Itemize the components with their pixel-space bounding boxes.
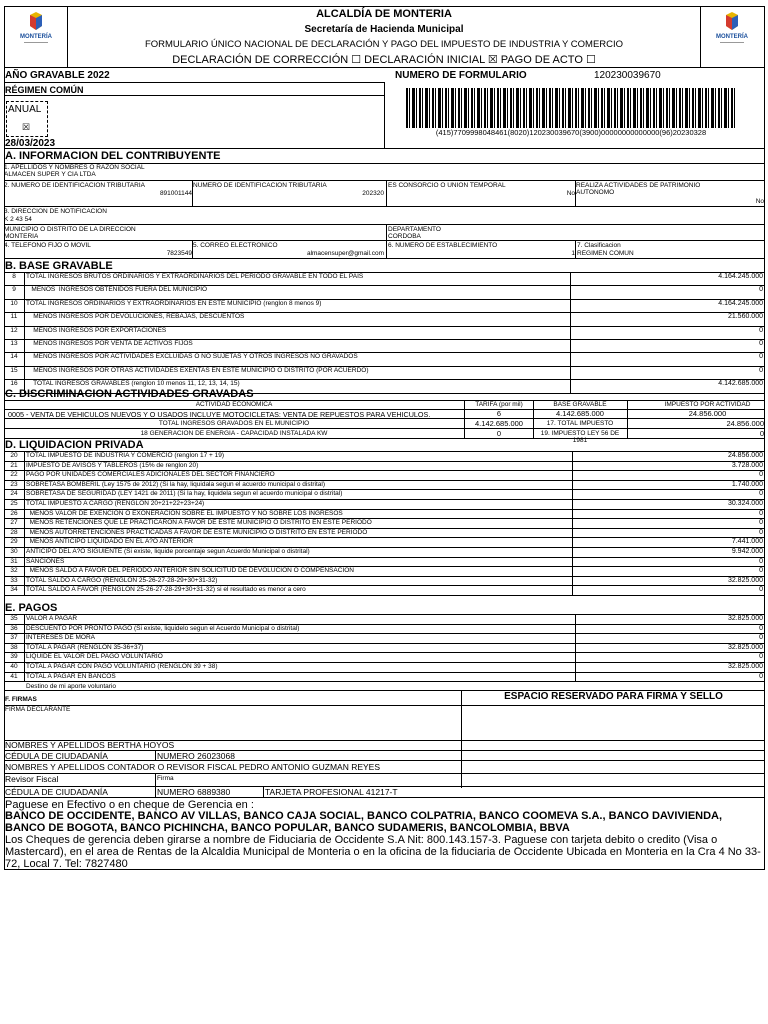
period-label: ANUAL: [8, 104, 42, 115]
section-e-title: E. PAGOS: [5, 602, 58, 614]
sign-reserved: ESPACIO RESERVADO PARA FIRMA Y SELLO: [504, 691, 723, 702]
header-title: ALCALDÍA DE MONTERIA: [316, 8, 452, 20]
form-number: 120230039670: [594, 70, 661, 81]
section-c-title: C. DISCRIMINACION ACTIVIDADES GRAVADAS: [5, 388, 254, 400]
liq-row-value[interactable]: 1.740.000: [731, 480, 763, 488]
header-subtitle: Secretaría de Hacienda Municipal: [304, 24, 464, 35]
city-label: MUNICIPIO O DISTRITO DE LA DIRECCION: [4, 226, 136, 233]
liq-row-label: TOTAL SALDO A FAVOR (RENGLON 25-26-27-28-29+30+31-32) si el resultado es menor a cero: [26, 586, 306, 594]
liq-row-number: 34: [10, 586, 18, 594]
period-checkbox[interactable]: ☒: [22, 122, 31, 132]
accountant-number: NUMERO 6889380: [157, 787, 231, 797]
liq-row-number: 32: [10, 567, 18, 575]
taxpayer-id2: 202320: [362, 190, 384, 197]
base-row-value[interactable]: 0: [759, 340, 763, 347]
liq-row-number: 31: [10, 557, 18, 565]
email-value: almacensuper@gmail.com: [306, 250, 384, 257]
footer-banks: BANCO DE OCCIDENTE, BANCO AV VILLAS, BANCO CAJA SOCIAL, BANCO COLPATRIA, BANCO COOMEVA S.A., BANCO DAVIVIENDA, BANCO DE BOGOTA, BANCO PICHINCHA, BANCO POPULAR, BANCO SUDAMERIS, BANCOLOMBIA, BBVA: [5, 810, 723, 834]
dept-value: CORDOBA: [388, 233, 421, 240]
base-row-value[interactable]: 4.142.685.000: [718, 380, 763, 388]
base-row-value[interactable]: 4.164.245.000: [718, 299, 763, 307]
liq-row-value[interactable]: 7.441.000: [731, 538, 763, 546]
liq-row-label: TOTAL SALDO A CARGO (RENGLON 25-26-27-28-29+30+31-32): [26, 576, 218, 584]
liq-row-number: 21: [10, 461, 18, 469]
declarant-number: NUMERO 26023068: [157, 751, 235, 761]
liq-row-label: MENOS SALDO A FAVOR DEL PERIODO ANTERIOR SIN SOLICITUD DE DEVOLUCION O COMPENSACION: [26, 567, 354, 575]
name-label: 1. APELLIDOS Y NOMBRES O RAZON SOCIAL: [4, 164, 145, 171]
liq-row-number: 29: [10, 538, 18, 546]
total-tax-label: 17. TOTAL IMPUESTO: [546, 420, 614, 427]
city-value: MONTERIA: [4, 233, 39, 240]
liq-row-number: 25: [10, 500, 18, 507]
total-tax-value: 24.856.000: [726, 419, 764, 428]
base-row-number: 15: [10, 366, 18, 374]
revisor-firma-label: Firma: [157, 775, 174, 782]
liq-row-number: 26: [10, 509, 18, 517]
section-a-title: A. INFORMACION DEL CONTRIBUYENTE: [5, 150, 221, 162]
voluntary-destination: Destino de mi aporte voluntario: [26, 683, 116, 690]
dept-label: DEPARTAMENTO: [388, 226, 441, 233]
activity-header: ACTIVIDAD ECONOMICA: [195, 401, 273, 408]
base-row-label: MENOS INGRESOS POR OTRAS ACTIVIDADES EXENTAS EN ESTE MUNICIPIO O DISTRITO (POR ACUERDO): [26, 366, 369, 374]
base-row-value[interactable]: 0: [759, 366, 763, 374]
base-value: 4.142.685.000: [556, 409, 604, 418]
base-row-value[interactable]: 0: [759, 353, 763, 361]
activity-value: 0005 - VENTA DE VEHICULOS NUEVOS Y O USADOS INCLUYE MOTOCICLETAS: VENTA DE REPUESTOS PARA VEHICULOS.: [8, 410, 431, 419]
liq-row-number: 30: [10, 548, 18, 555]
base-row-number: 9: [12, 286, 16, 294]
base-row-number: 14: [10, 353, 18, 361]
liq-row-value[interactable]: 9.942.000: [731, 548, 763, 555]
pay-row-number: 40: [10, 663, 18, 670]
base-row-label: MENOS INGRESOS POR VENTA DE ACTIVOS FIJOS: [26, 340, 193, 347]
base-row-value[interactable]: 0: [759, 286, 763, 294]
pay-row-number: 38: [10, 643, 18, 651]
declaration-type: DECLARACIÓN DE CORRECCIÓN ☐ DECLARACIÓN INICIAL ☒ PAGO DE ACTO ☐: [172, 54, 596, 66]
base-row-label: TOTAL INGRESOS ORDINARIOS Y EXTRAORDINARIOS EN ESTE MUNICIPIO (renglon 8 menos 9): [26, 299, 322, 307]
section-b-title: B. BASE GRAVABLE: [5, 260, 113, 272]
pay-row-label: LIQUIDE EL VALOR DEL PAGO VOLUNTARIO: [26, 653, 163, 661]
base-row-number: 11: [10, 313, 18, 321]
liq-row-value[interactable]: 0: [759, 490, 763, 498]
base-row-label: MENOS INGRESOS POR ACTIVIDADES EXCLUIDAS O NO SUJETAS Y OTROS INGRESOS NO GRAVADOS: [26, 353, 358, 361]
pay-row-label: TOTAL A PAGAR EN BANCOS: [26, 672, 116, 680]
liq-row-value[interactable]: 0: [759, 557, 763, 565]
total-gravados-value: 4.142.685.000: [475, 419, 523, 428]
base-row-value[interactable]: 21.560.000: [727, 313, 763, 321]
svg-text:MONTERÍA: MONTERÍA: [716, 34, 748, 40]
address-label: 3. DIRECCION DE NOTIFICACION: [4, 208, 107, 215]
revisor-label: Revisor Fiscal: [5, 774, 59, 784]
base-row-number: 13: [10, 340, 18, 347]
liq-row-label: TOTAL IMPUESTO DE INDUSTRIA Y COMERCIO (renglon 17 + 19): [26, 452, 225, 459]
base-row-label: MENOS INGRESOS POR EXPORTACIONES: [26, 326, 167, 334]
address-value: K 2 43 54: [4, 216, 32, 223]
phone-value: 7823549: [166, 250, 192, 257]
law-value: 0: [759, 429, 764, 438]
tax-value: 24.856.000: [688, 409, 727, 418]
base-row-label: TOTAL INGRESOS BRUTOS ORDINARIOS Y EXTRAORDINARIOS DEL PERIODO GRAVABLE EN TODO EL PAIS: [26, 273, 364, 280]
consortium-label: ES CONSORCIO O UNION TEMPORAL: [388, 182, 506, 189]
form-frame: [4, 68, 765, 870]
pay-row-value[interactable]: 0: [759, 624, 763, 632]
declarant-signature-label: FIRMA DECLARANTE: [5, 706, 71, 713]
liq-row-label: MENOS ANTICIPO LIQUIDADO EN EL A?O ANTERIOR: [26, 538, 193, 546]
liq-row-label: ANTICIPO DEL A?O SIGUIENTE (Si existe, liquide porcentaje segun Acuerdo Municipal o distrital): [26, 548, 310, 555]
liq-row-label: MENOS VALOR DE EXENCION O EXONERACION SOBRE EL IMPUESTO Y NO SOBRE LOS INGRESOS: [26, 509, 343, 517]
law-label: 19. IMPUESTO LEY 56 DE 1981: [540, 430, 620, 444]
energy-value: 0: [496, 429, 502, 438]
liq-row-value[interactable]: 30.324.000: [727, 500, 763, 507]
form-name: FORMULARIO ÚNICO NACIONAL DE DECLARACIÓN Y PAGO DEL IMPUESTO DE INDUSTRIA Y COMERCIO: [144, 39, 624, 50]
declarant-cc-label: CÉDULA DE CIUDADANÍA: [5, 751, 108, 761]
base-row-label: MENOS INGRESOS POR DEVOLUCIONES, REBAJAS, DESCUENTOS: [26, 313, 245, 321]
liq-row-value[interactable]: 3.728.000: [731, 461, 763, 469]
liq-row-value[interactable]: 0: [759, 509, 763, 517]
liq-row-value[interactable]: 0: [759, 471, 763, 479]
barcode-text: (415)7709998048461(8020)120230039670(3900)00000000000000(96)20230328: [435, 128, 707, 137]
energy-label: 18 GENERACION DE ENERGIA - CAPACIDAD INSTALADA KW: [140, 430, 328, 437]
liq-row-number: 27: [10, 519, 18, 527]
base-row-number: 10: [10, 299, 18, 307]
estab-label: 6. NUMERO DE ESTABLECIMIENTO: [388, 242, 498, 249]
liq-row-value[interactable]: 0: [759, 567, 763, 575]
monteria-logo-left: [16, 12, 56, 48]
consortium-value: No: [566, 190, 575, 197]
filing-date: 28/03/2023: [5, 138, 56, 149]
patrimony-value: No: [755, 198, 764, 205]
liq-row-label: TOTAL IMPUESTO A CARGO (RENGLON 20+21+22+23+24): [26, 500, 205, 507]
liq-row-label: MENOS RETENCIONES QUE LE PRACTICARON A FAVOR DE ESTE MUNICIPIO O DISTRITO EN ESTE PERIODO: [26, 519, 372, 527]
pay-row-label: TOTAL A PAGAR CON PAGO VOLUNTARIO (RENGLON 39 + 38): [26, 663, 218, 670]
liq-row-label: SOBRETASA BOMBERIL (Ley 1575 de 2012) (Si la hay, liquidala segun el acuerdo municipal o distrital): [26, 480, 326, 488]
estab-value: 1: [571, 250, 575, 257]
liq-row-label: SOBRETASA DE SEGURIDAD (LEY 1421 de 2011) (Si la hay, liquidela segun el acuerdo municipal o distrital): [26, 490, 343, 498]
year-label: AÑO GRAVABLE 2022: [5, 70, 110, 81]
liq-row-value[interactable]: 24.856.000: [727, 452, 763, 459]
id-label: 2. NUMERO DE IDENTIFICACION TRIBUTARIA: [4, 182, 145, 189]
pay-row-label: DESCUENTO POR PRONTO PAGO (Si existe, liquidelo segun el Acuerdo Municipal o distrital): [26, 624, 300, 632]
base-row-value[interactable]: 0: [759, 326, 763, 334]
liq-row-label: IMPUESTO DE AVISOS Y TABLEROS (15% de renglon 20): [26, 461, 199, 469]
accountant-cc-label: CÉDULA DE CIUDADANÍA: [5, 787, 108, 797]
declarant-names: NOMBRES Y APELLIDOS BERTHA HOYOS: [5, 740, 175, 750]
liq-row-value[interactable]: 32.825.000: [727, 576, 763, 584]
total-gravados-label: TOTAL INGRESOS GRAVADOS EN EL MUNICIPIO: [158, 420, 310, 427]
rate-header: TARIFA (por mil): [475, 401, 523, 408]
liq-row-value[interactable]: 0: [759, 528, 763, 536]
taxpayer-name: ALMACEN SUPER Y CIA LTDA: [4, 171, 96, 178]
pay-row-value[interactable]: 0: [759, 672, 763, 680]
liq-row-label: PAGO POR UNIDADES COMERCIALES ADICIONALES DEL SECTOR FINANCIERO: [26, 471, 275, 479]
liq-row-number: 23: [10, 480, 18, 488]
patrimony-label: REALIZA ACTIVIDADES DE PATRIMONIO AUTONOMO: [576, 182, 701, 196]
pay-row-number: 36: [10, 624, 18, 632]
pay-row-value[interactable]: 0: [759, 634, 763, 642]
pay-row-number: 39: [10, 653, 18, 661]
section-d-title: D. LIQUIDACION PRIVADA: [5, 439, 144, 451]
pay-row-label: TOTAL A PAGAR (RENGLON 35-36+37): [26, 643, 144, 651]
liq-row-label: MENOS AUTORRETENCIONES PRACTICADAS A FAVOR DE ESTE MUNICIPIO O DISTRITO EN ESTE PERIODO: [26, 528, 368, 536]
base-row-number: 8: [12, 273, 16, 280]
email-label: 5. CORREO ELECTRONICO: [193, 242, 278, 249]
footer-note: Los Cheques de gerencia deben girarse a nombre de Fiduciaria de Occidente S.A Nit: 800.143.157-3. Paguese con tarjeta debito o credito (Visa o Mastercard), en el area de Rentas de la Alcaldia Municipal de Monteria o en la oficina de la fiduciaria de Occidente Ubicada en Monteria en la Cra 4 No 33-72, Local 7. Tel: 7827480: [5, 834, 761, 870]
taxpayer-id: 891001144: [159, 190, 192, 197]
accountant-tp: TARJETA PROFESIONAL 41217-T: [265, 787, 398, 797]
section-f-title: F. FIRMAS: [5, 696, 37, 703]
pay-row-label: INTERESES DE MORA: [26, 634, 95, 642]
pay-row-label: VALOR A PAGAR: [26, 615, 78, 622]
rate-value: 6: [496, 409, 502, 418]
id2-label: NUMERO DE IDENTIFICACION TRIBUTARIA: [193, 182, 327, 189]
class-value: RÉGIMEN COMÚN: [577, 250, 634, 257]
base-row-label: TOTAL INGRESOS GRAVABLES (renglon 10 menos 11, 12, 13, 14, 15): [26, 380, 240, 388]
liq-row-number: 33: [10, 576, 18, 584]
monteria-logo-right: [712, 12, 752, 48]
liq-row-number: 20: [10, 452, 18, 459]
header-right-divider: [700, 6, 701, 68]
liq-row-label: SANCIONES: [26, 557, 65, 565]
pay-row-number: 37: [10, 634, 18, 642]
liq-row-value[interactable]: 0: [759, 586, 763, 594]
base-row-number: 16: [10, 380, 18, 388]
liq-row-number: 22: [10, 471, 18, 479]
form-number-label: NUMERO DE FORMULARIO: [395, 70, 527, 81]
footer-pay-line: Paguese en Efectivo o en cheque de Gerencia en :: [5, 799, 254, 811]
pay-row-value[interactable]: 32.825.000: [727, 643, 763, 651]
pay-row-number: 41: [10, 672, 18, 680]
class-label: 7. Clasificacion: [577, 242, 621, 249]
pay-row-number: 35: [10, 615, 18, 622]
svg-text:MONTERÍA: MONTERÍA: [20, 34, 52, 40]
pay-row-value[interactable]: 32.825.000: [727, 663, 763, 670]
pay-row-value[interactable]: 0: [759, 653, 763, 661]
base-row-value[interactable]: 4.164.245.000: [718, 273, 763, 280]
tax-header: IMPUESTO POR ACTIVIDAD: [664, 401, 751, 408]
base-row-label: MENOS INGRESOS OBTENIDOS FUERA DEL MUNICIPIO: [26, 286, 208, 294]
phone-label: 4. TELEFONO FIJO O MOVIL: [4, 242, 91, 249]
base-row-number: 12: [10, 326, 18, 334]
liq-row-number: 28: [10, 528, 18, 536]
liq-row-value[interactable]: 0: [759, 519, 763, 527]
accountant-names: NOMBRES Y APELLIDOS CONTADOR O REVISOR FISCAL PEDRO ANTONIO GUZMAN REYES: [5, 762, 381, 772]
pay-row-value[interactable]: 32.825.000: [727, 615, 763, 622]
base-header: BASE GRAVABLE: [553, 401, 607, 408]
regime-label: RÉGIMEN COMÚN: [5, 85, 84, 95]
liq-row-number: 24: [10, 490, 18, 498]
